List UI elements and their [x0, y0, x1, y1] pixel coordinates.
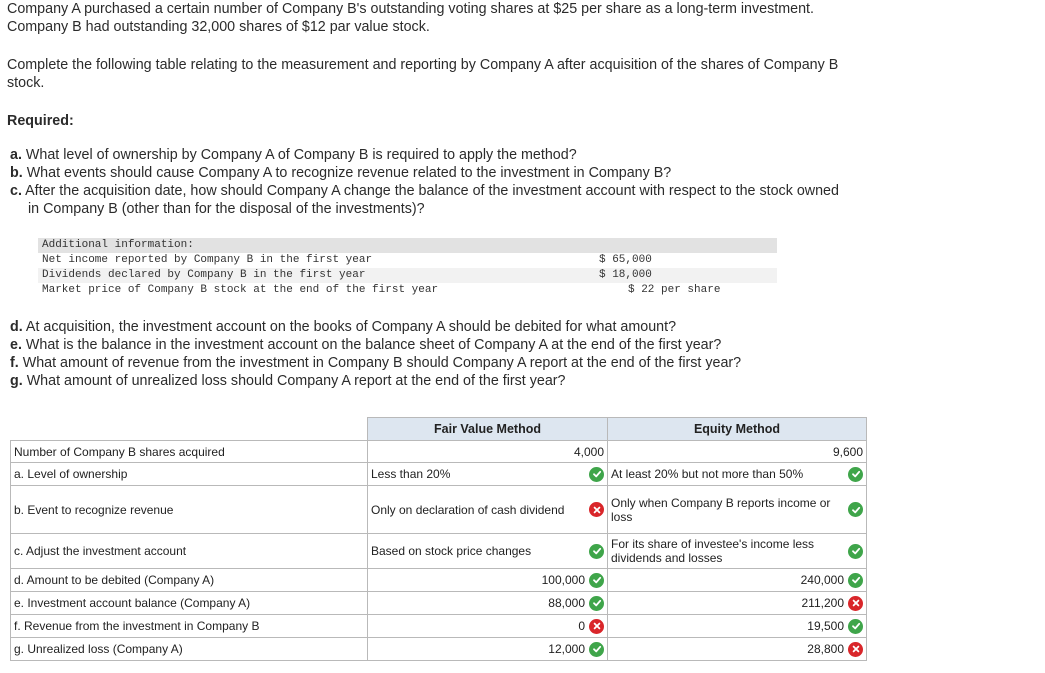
table-row [11, 569, 867, 592]
check-icon [589, 544, 604, 559]
answer-cell [371, 619, 604, 634]
answer-cell [611, 467, 863, 482]
table-row [11, 441, 867, 463]
info-value: $ 22 per share [628, 284, 721, 296]
answer-value: Less than 20% [371, 467, 451, 481]
question-g-key: g. [10, 373, 23, 389]
answer-cell [611, 619, 863, 634]
answer-cell [611, 642, 863, 657]
question-a [10, 146, 577, 164]
additional-info-header: Additional information: [38, 238, 777, 253]
table-row [11, 463, 867, 486]
question-e [10, 336, 721, 354]
question-f-text: What amount of revenue from the investment in Company B should Company A report at the end of the first year? [18, 355, 742, 371]
row-label: f. Revenue from the investment in Company B [11, 615, 368, 638]
question-a-text: What level of ownership by Company A of Company B is required to apply the method? [21, 147, 577, 163]
answer-cell [371, 502, 604, 517]
answer-value: 9,600 [832, 444, 863, 459]
info-value: $ 18,000 [599, 269, 652, 281]
answer-value: 19,500 [807, 619, 844, 633]
required-heading: Required: [7, 113, 74, 129]
question-b [10, 164, 671, 182]
answer-cell [611, 445, 863, 459]
row-label: e. Investment account balance (Company A) [11, 592, 368, 615]
info-row [38, 283, 777, 298]
question-e-key: e. [10, 337, 22, 353]
cross-icon [848, 642, 863, 657]
header-fair-value-method: Fair Value Method [368, 418, 608, 441]
info-value: $ 65,000 [599, 254, 652, 266]
table-row [11, 615, 867, 638]
fair-value-cell[interactable] [368, 486, 608, 534]
question-g-text: What amount of unrealized loss should Company A report at the end of the first year? [22, 373, 566, 389]
check-icon [589, 467, 604, 482]
fair-value-cell[interactable] [368, 441, 608, 463]
question-d-key: d. [10, 319, 23, 335]
answer-cell [371, 544, 604, 559]
answer-value: 12,000 [548, 642, 585, 656]
fair-value-cell[interactable] [368, 463, 608, 486]
intro-line-1: Company A purchased a certain number of Company B's outstanding voting shares at $25 per share as a long-term investment. [7, 1, 814, 17]
answer-cell [611, 596, 863, 611]
row-label: Number of Company B shares acquired [11, 441, 368, 463]
answer-value: For its share of investee's income less dividends and losses [611, 537, 815, 565]
table-row [11, 534, 867, 569]
row-label: c. Adjust the investment account [11, 534, 368, 569]
question-e-text: What is the balance in the investment account on the balance sheet of Company A at the end of the first year? [21, 337, 722, 353]
answer-cell [611, 496, 863, 524]
question-c-text: After the acquisition date, how should Company A change the balance of the investment account with respect to the stock owned [21, 183, 839, 199]
answer-cell [611, 537, 863, 565]
answer-value: 88,000 [548, 596, 585, 610]
answer-table [10, 417, 867, 661]
info-label: Market price of Company B stock at the end of the first year [42, 284, 439, 296]
question-b-key: b. [10, 165, 23, 181]
table-row [11, 592, 867, 615]
question-f [10, 354, 741, 372]
question-g [10, 372, 566, 390]
fair-value-cell[interactable] [368, 638, 608, 661]
check-icon [589, 573, 604, 588]
cross-icon [848, 596, 863, 611]
cross-icon [589, 502, 604, 517]
fair-value-cell[interactable] [368, 615, 608, 638]
check-icon [589, 642, 604, 657]
check-icon [848, 573, 863, 588]
question-c-key: c. [10, 183, 22, 199]
answer-value: 0 [578, 619, 585, 633]
fair-value-cell[interactable] [368, 569, 608, 592]
equity-cell[interactable] [608, 463, 867, 486]
answer-value: At least 20% but not more than 50% [611, 467, 804, 481]
answer-value: 211,200 [801, 596, 844, 610]
fair-value-cell[interactable] [368, 534, 608, 569]
answer-value: Only when Company B reports income or loss [611, 495, 831, 524]
fair-value-cell[interactable] [368, 592, 608, 615]
info-label: Net income reported by Company B in the first year [42, 254, 373, 266]
answer-cell [371, 445, 604, 459]
answer-value: 240,000 [800, 573, 844, 587]
check-icon [848, 619, 863, 634]
answer-cell [371, 573, 604, 588]
equity-cell[interactable] [608, 638, 867, 661]
check-icon [848, 502, 863, 517]
cross-icon [589, 619, 604, 634]
intro-line-3: Complete the following table relating to the measurement and reporting by Company A after acquisition of the shares of Company B [7, 57, 839, 73]
equity-cell[interactable] [608, 534, 867, 569]
equity-cell[interactable] [608, 486, 867, 534]
check-icon [848, 544, 863, 559]
question-f-key: f. [10, 355, 19, 371]
question-c [10, 182, 839, 200]
answer-value: Only on declaration of cash dividend [371, 502, 565, 517]
answer-cell [371, 596, 604, 611]
check-icon [848, 467, 863, 482]
answer-cell [611, 573, 863, 588]
table-row [11, 638, 867, 661]
equity-cell[interactable] [608, 592, 867, 615]
table-corner [11, 418, 368, 441]
intro-line-2: Company B had outstanding 32,000 shares of $12 par value stock. [7, 19, 430, 35]
table-row [11, 486, 867, 534]
info-row [38, 268, 777, 283]
question-d [10, 318, 676, 336]
question-d-text: At acquisition, the investment account on the books of Company A should be debited for what amount? [22, 319, 677, 335]
equity-cell[interactable] [608, 569, 867, 592]
intro-line-4: stock. [7, 75, 45, 91]
equity-cell[interactable] [608, 441, 867, 463]
answer-cell [371, 467, 604, 482]
info-label: Dividends declared by Company B in the first year [42, 269, 366, 281]
check-icon [589, 596, 604, 611]
answer-value: 28,800 [807, 642, 844, 656]
question-b-text: What events should cause Company A to recognize revenue related to the investment in Company B? [22, 165, 672, 181]
row-label: a. Level of ownership [11, 463, 368, 486]
answer-value: Based on stock price changes [371, 544, 532, 558]
header-equity-method: Equity Method [608, 418, 867, 441]
row-label: g. Unrealized loss (Company A) [11, 638, 368, 661]
question-a-key: a. [10, 147, 22, 163]
equity-cell[interactable] [608, 615, 867, 638]
info-row [38, 253, 777, 268]
answer-cell [371, 642, 604, 657]
answer-value: 4,000 [573, 444, 604, 459]
row-label: d. Amount to be debited (Company A) [11, 569, 368, 592]
answer-value: 100,000 [541, 573, 585, 587]
row-label: b. Event to recognize revenue [11, 486, 368, 534]
additional-info-box [38, 238, 777, 298]
question-c-cont: in Company B (other than for the disposal of the investments)? [28, 201, 425, 217]
